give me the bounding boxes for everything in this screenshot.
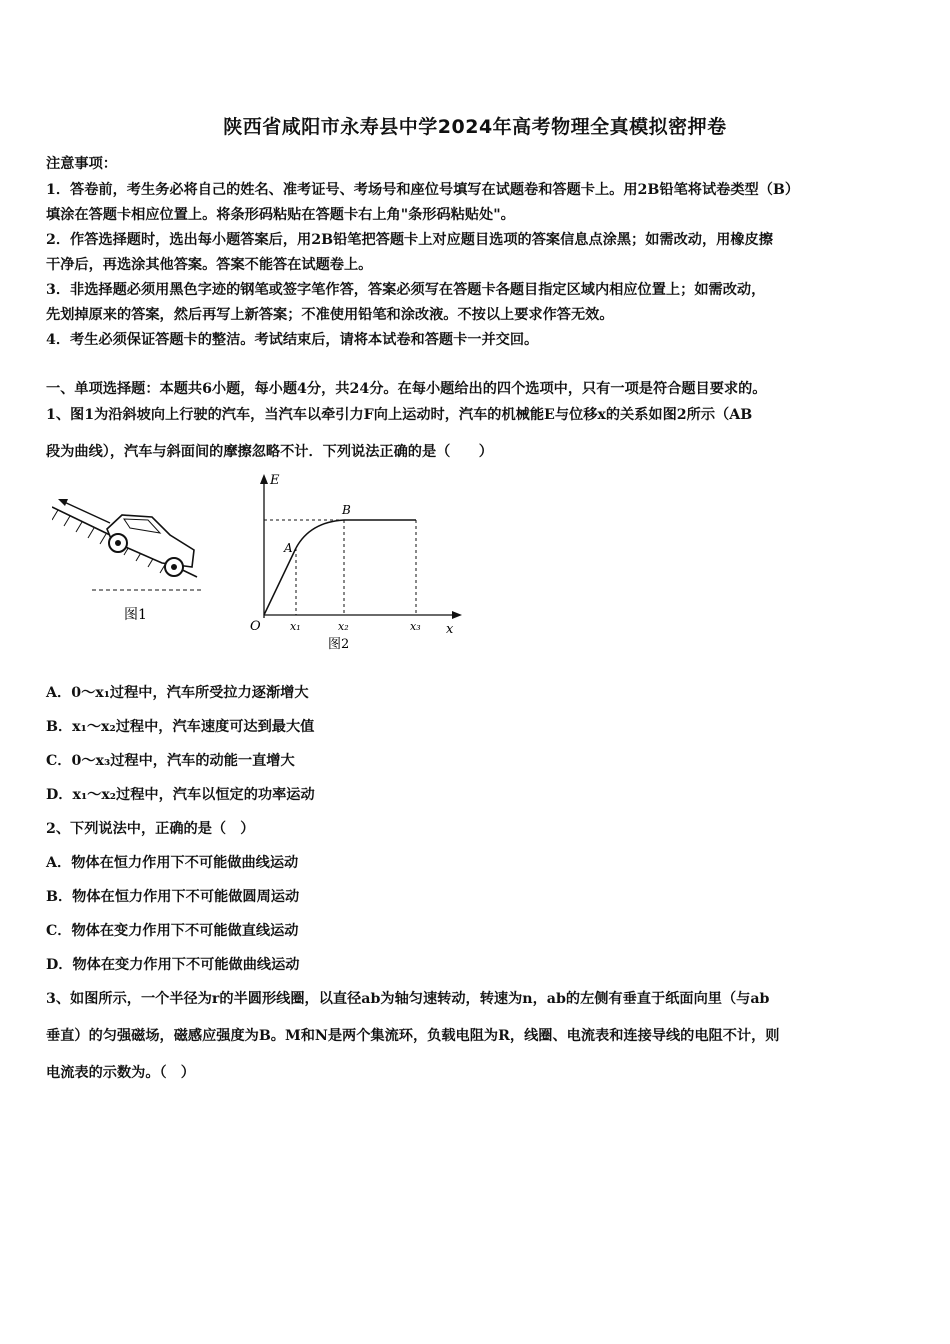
page-title: 陕西省咸阳市永寿县中学2024年高考物理全真模拟密押卷 [223,116,727,138]
notice-line-6: 先划掉原来的答案，然后再写上新答案；不准使用铅笔和涂改液。不按以上要求作答无效。 [46,307,614,323]
tick-x1: x₁ [290,620,301,633]
notice-line-4: 干净后，再选涂其他答案。答案不能答在试题卷上。 [46,257,373,273]
q3-stem-line-1: 3、如图所示，一个半径为r的半圆形线圈，以直径ab为轴匀速转动，转速为n，ab的左侧有垂直于纸面向里（与ab [46,991,770,1007]
point-a-label: A [284,541,293,555]
notice-heading: 注意事项： [46,156,117,172]
figure-2-energy-displacement-graph [248,470,468,655]
q1-stem-line-1: 1、图1为沿斜坡向上行驶的汽车，当汽车以牵引力F向上运动时，汽车的机械能E与位移x的关系如图2所示（AB [46,407,753,423]
q3-stem-line-3: 电流表的示数为。（ ） [46,1065,195,1081]
q1-option-b: B．x₁～x₂过程中，汽车速度可达到最大值 [46,719,315,735]
notice-line-5: 3．非选择题必须用黑色字迹的钢笔或签字笔作答，答案必须写在答题卡各题目指定区域内相应位置上；如需改动， [46,282,766,298]
section-heading: 一、单项选择题：本题共6小题，每小题4分，共24分。在每小题给出的四个选项中，只有一项是符合题目要求的。 [46,381,767,397]
q1-option-c: C．0～x₃过程中，汽车的动能一直增大 [46,753,295,769]
figure-2-caption: 图2 [328,637,350,652]
q2-option-c: C．物体在变力作用下不可能做直线运动 [46,923,299,939]
tick-x3: x₃ [410,620,421,633]
q1-option-a: A．0～x₁过程中，汽车所受拉力逐渐增大 [46,685,309,701]
notice-line-2: 填涂在答题卡相应位置上。将条形码粘贴在答题卡右上角"条形码粘贴处"。 [46,207,515,223]
q2-option-a: A．物体在恒力作用下不可能做曲线运动 [46,855,299,871]
point-b-label: B [342,503,351,517]
q3-stem-line-2: 垂直）的匀强磁场，磁感应强度为B。M和N是两个集流环，负载电阻为R，线圈、电流表和连接导线的电阻不计，则 [46,1028,780,1044]
q2-option-b: B．物体在恒力作用下不可能做圆周运动 [46,889,300,905]
q2-option-d: D．物体在变力作用下不可能做曲线运动 [46,957,300,973]
notice-line-3: 2．作答选择题时，选出每小题答案后，用2B铅笔把答题卡上对应题目选项的答案信息点涂黑；如需改动，用橡皮擦 [46,232,773,248]
notice-line-1: 1．答卷前，考生务必将自己的姓名、准考证号、考场号和座位号填写在试题卷和答题卡上。用2B铅笔将试卷类型（B） [46,182,800,198]
q1-stem-line-2: 段为曲线），汽车与斜面间的摩擦忽略不计．下列说法正确的是（ ） [46,444,493,460]
notice-line-7: 4．考生必须保证答题卡的整洁。考试结束后，请将本试卷和答题卡一并交回。 [46,332,539,348]
q2-stem: 2、下列说法中，正确的是（ ） [46,821,255,837]
figure-1-car-on-slope [52,495,212,630]
q1-option-d: D．x₁～x₂过程中，汽车以恒定的功率运动 [46,787,315,803]
tick-x2: x₂ [338,620,349,633]
origin-label: O [250,619,261,634]
x-axis-label: x [446,622,454,637]
y-axis-label: E [270,473,280,488]
figure-1-caption: 图1 [124,607,147,623]
